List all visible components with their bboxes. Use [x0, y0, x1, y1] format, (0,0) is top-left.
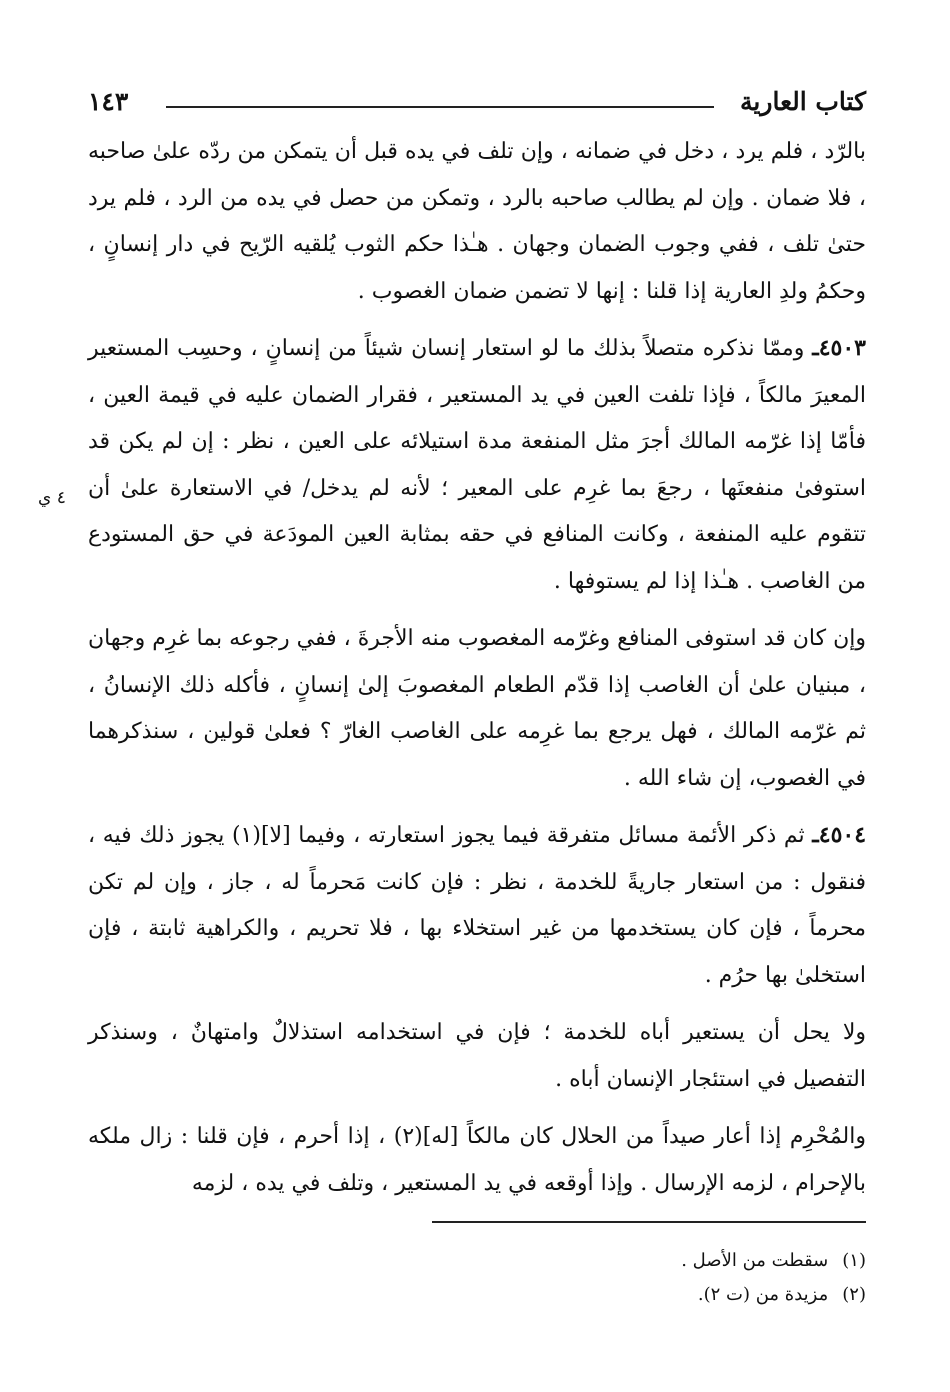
paragraph-text: وإن كان قد استوفى المنافع وغرّمه المغصوب منه الأجرةَ ، ففي رجوعه بما غرِم وجهان ، مبنيان علىٰ أن الغاصب إذا قدّم الطعام المغصوبَ إلىٰ إنسانٍ ، فأكله ذلك الإنسانُ ، ثم غرّمه المالك ، فهل يرجع بما غرِمه على الغاصب الغارّ ؟ فعلىٰ قولين ، سنذكرهما في الغصوب، إن شاء الله . [88, 626, 866, 791]
paragraph [88, 812, 866, 999]
paragraph-text: ولا يحل أن يستعير أباه للخدمة ؛ فإن في استخدامه استذلالٌ وامتهانٌ ، وسنذكر التفصيل في استئجار الإنسان أباه . [88, 1020, 866, 1092]
paragraph [88, 615, 866, 802]
footnote [446, 1244, 866, 1278]
paragraph-text: والمُحْرِم إذا أعار صيداً من الحلال كان مالكاً [له](٢) ، إذا أحرم ، فإن قلنا : زال ملكه بالإحرام ، لزمه الإرسال . وإذا أوقعه في يد المستعير ، وتلف في يده ، لزمه [88, 1124, 866, 1196]
main-text [88, 128, 866, 1207]
footnote-number: (٢) [842, 1284, 866, 1305]
paragraph-number: ٤٥٠٤ـ [812, 822, 867, 848]
paragraph-text: وممّا نذكره متصلاً بذلك ما لو استعار إنسان شيئاً من إنسانٍ ، وحسِب المستعير المعيرَ مالكاً ، فإذا تلفت العين في يد المستعير ، فقرار الضمان عليه في قيمة العين ، فأمّا إذا غرّمه المالك أجرَ مثل المنفعة مدة استيلائه على العين ، نظر : إن لم يكن قد استوفىٰ منفعتَها ، رجعَ بما غرِم على المعير ؛ لأنه لم يدخل/ في الاستعارة علىٰ أن تتقوم عليه المنفعة ، وكانت المنافع في حقه بمثابة العين المودَعة في حق المستودع من الغاصب . هـٰذا إذا لم يستوفها . [88, 336, 866, 594]
footnote-text: سقطت من الأصل . [681, 1250, 829, 1271]
footnotes [446, 1244, 866, 1312]
header-rule [166, 106, 714, 108]
footnote-number: (١) [842, 1250, 866, 1271]
paragraph-number: ٤٥٠٣ـ [812, 335, 866, 361]
paragraph [88, 1113, 866, 1207]
footnote-rule [432, 1221, 866, 1223]
footnote-text: مزيدة من (ت ٢). [697, 1284, 829, 1305]
paragraph [88, 1009, 866, 1103]
running-header [88, 84, 866, 120]
manuscript-margin-note: ٤ ي [38, 488, 66, 508]
page-number: ١٤٣ [88, 87, 129, 116]
paragraph-text: بالرّد ، فلم يرد ، دخل في ضمانه ، وإن تلف في يده قبل أن يتمكن من ردّه علىٰ صاحبه ، فلا ضمان . وإن لم يطالب صاحبه بالرد ، وتمكن من حصل في يده من الرد ، فلم يرد حتىٰ تلف ، ففي وجوب الضمان وجهان . هـٰذا حكم الثوب يُلقيه الرّيح في دار إنسانٍ ، وحكمُ ولدِ العارية إذا قلنا : إنها لا تضمن ضمان الغصوب . [88, 139, 866, 304]
footnote [446, 1278, 866, 1312]
paragraph [88, 128, 866, 315]
chapter-title: كتاب العارية [740, 87, 866, 116]
paragraph [88, 325, 866, 605]
paragraph-text: ثم ذكر الأئمة مسائل متفرقة فيما يجوز استعارته ، وفيما [لا](١) يجوز ذلك فيه ، فنقول : من استعار جاريةً للخدمة ، نظر : فإن كانت مَحرماً له ، جاز ، وإن لم تكن محرماً ، فإن كان يستخدمها من غير استخلاء بها ، فلا تحريم ، والكراهية ثابتة ، فإن استخلىٰ بها حرُم . [88, 823, 866, 988]
